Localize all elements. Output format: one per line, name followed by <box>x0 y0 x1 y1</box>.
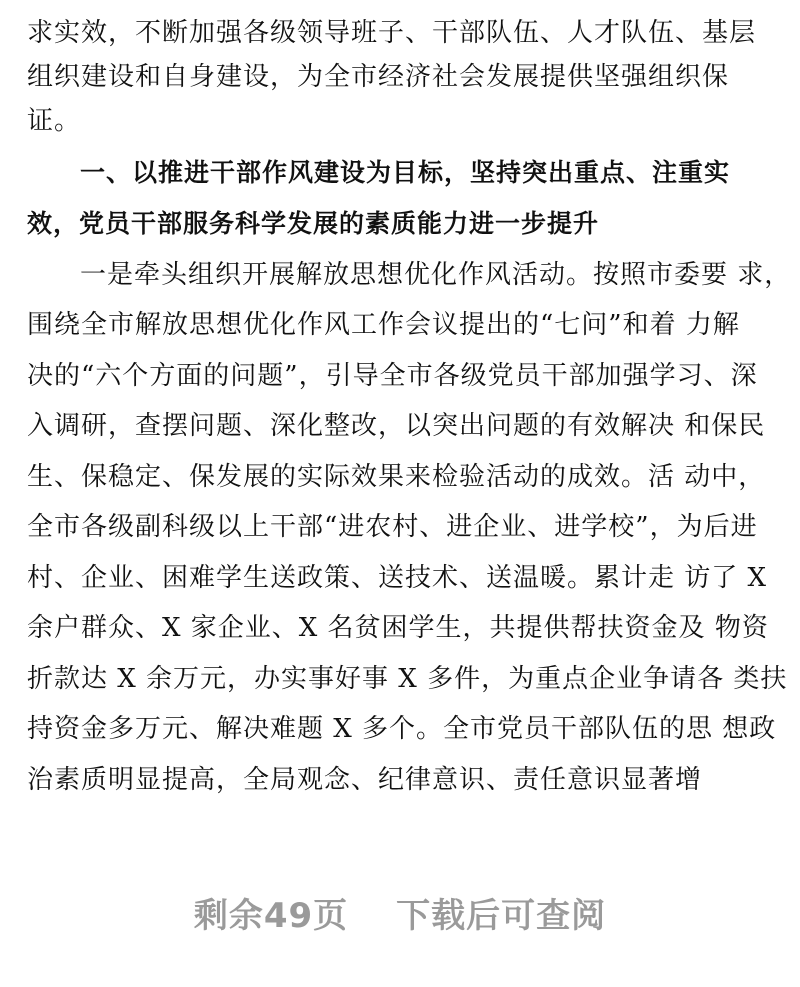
text-line: 组织建设和自身建设，为全市经济社会发展提供坚强组织保 <box>27 62 730 92</box>
paragraph-line: 持资金多万元、解决难题 X 多个。全市党员干部队伍的思 想政 <box>27 714 777 744</box>
paragraph-line: 治素质明显提高，全局观念、纪律意识、责任意识显著增 <box>27 765 703 795</box>
paragraph-line: 一是牵头组织开展解放思想优化作风活动。按照市委要 求， <box>80 260 792 290</box>
section-heading-line: 效，党员干部服务科学发展的素质能力进一步提升 <box>27 209 600 238</box>
paragraph-line: 入调研，查摆问题、深化整改，以突出问题的有效解决 和保民 <box>27 411 766 441</box>
paragraph-line: 围绕全市解放思想优化作风工作会议提出的“七问”和着 力解 <box>27 310 740 340</box>
download-prompt[interactable] <box>0 888 800 937</box>
section-heading-line: 一、以推进干部作风建设为目标，坚持突出重点、注重实 <box>80 158 731 187</box>
text-line: 求实效，不断加强各级领导班子、干部队伍、人才队伍、基层 <box>27 18 757 48</box>
remaining-pages-label: 剩余49页 <box>193 896 349 936</box>
paragraph-line: 决的“六个方面的问题”，引导全市各级党员干部加强学习、深 <box>27 361 758 391</box>
text-line: 证。 <box>27 106 82 136</box>
paragraph-line: 全市各级副科级以上干部“进农村、进企业、进学校”，为后进 <box>27 512 758 542</box>
paragraph-line: 余户群众、X 家企业、X 名贫困学生，共提供帮扶资金及 物资 <box>27 613 769 643</box>
paragraph-line: 村、企业、困难学生送政策、送技术、送温暖。累计走 访了 X <box>27 563 768 593</box>
paragraph-line: 生、保稳定、保发展的实际效果来检验活动的成效。活 动中， <box>27 462 766 492</box>
download-to-view-label: 下载后可查阅 <box>396 896 607 936</box>
paragraph-line: 折款达 X 余万元，办实事好事 X 多件，为重点企业争请各 类扶 <box>27 664 788 694</box>
